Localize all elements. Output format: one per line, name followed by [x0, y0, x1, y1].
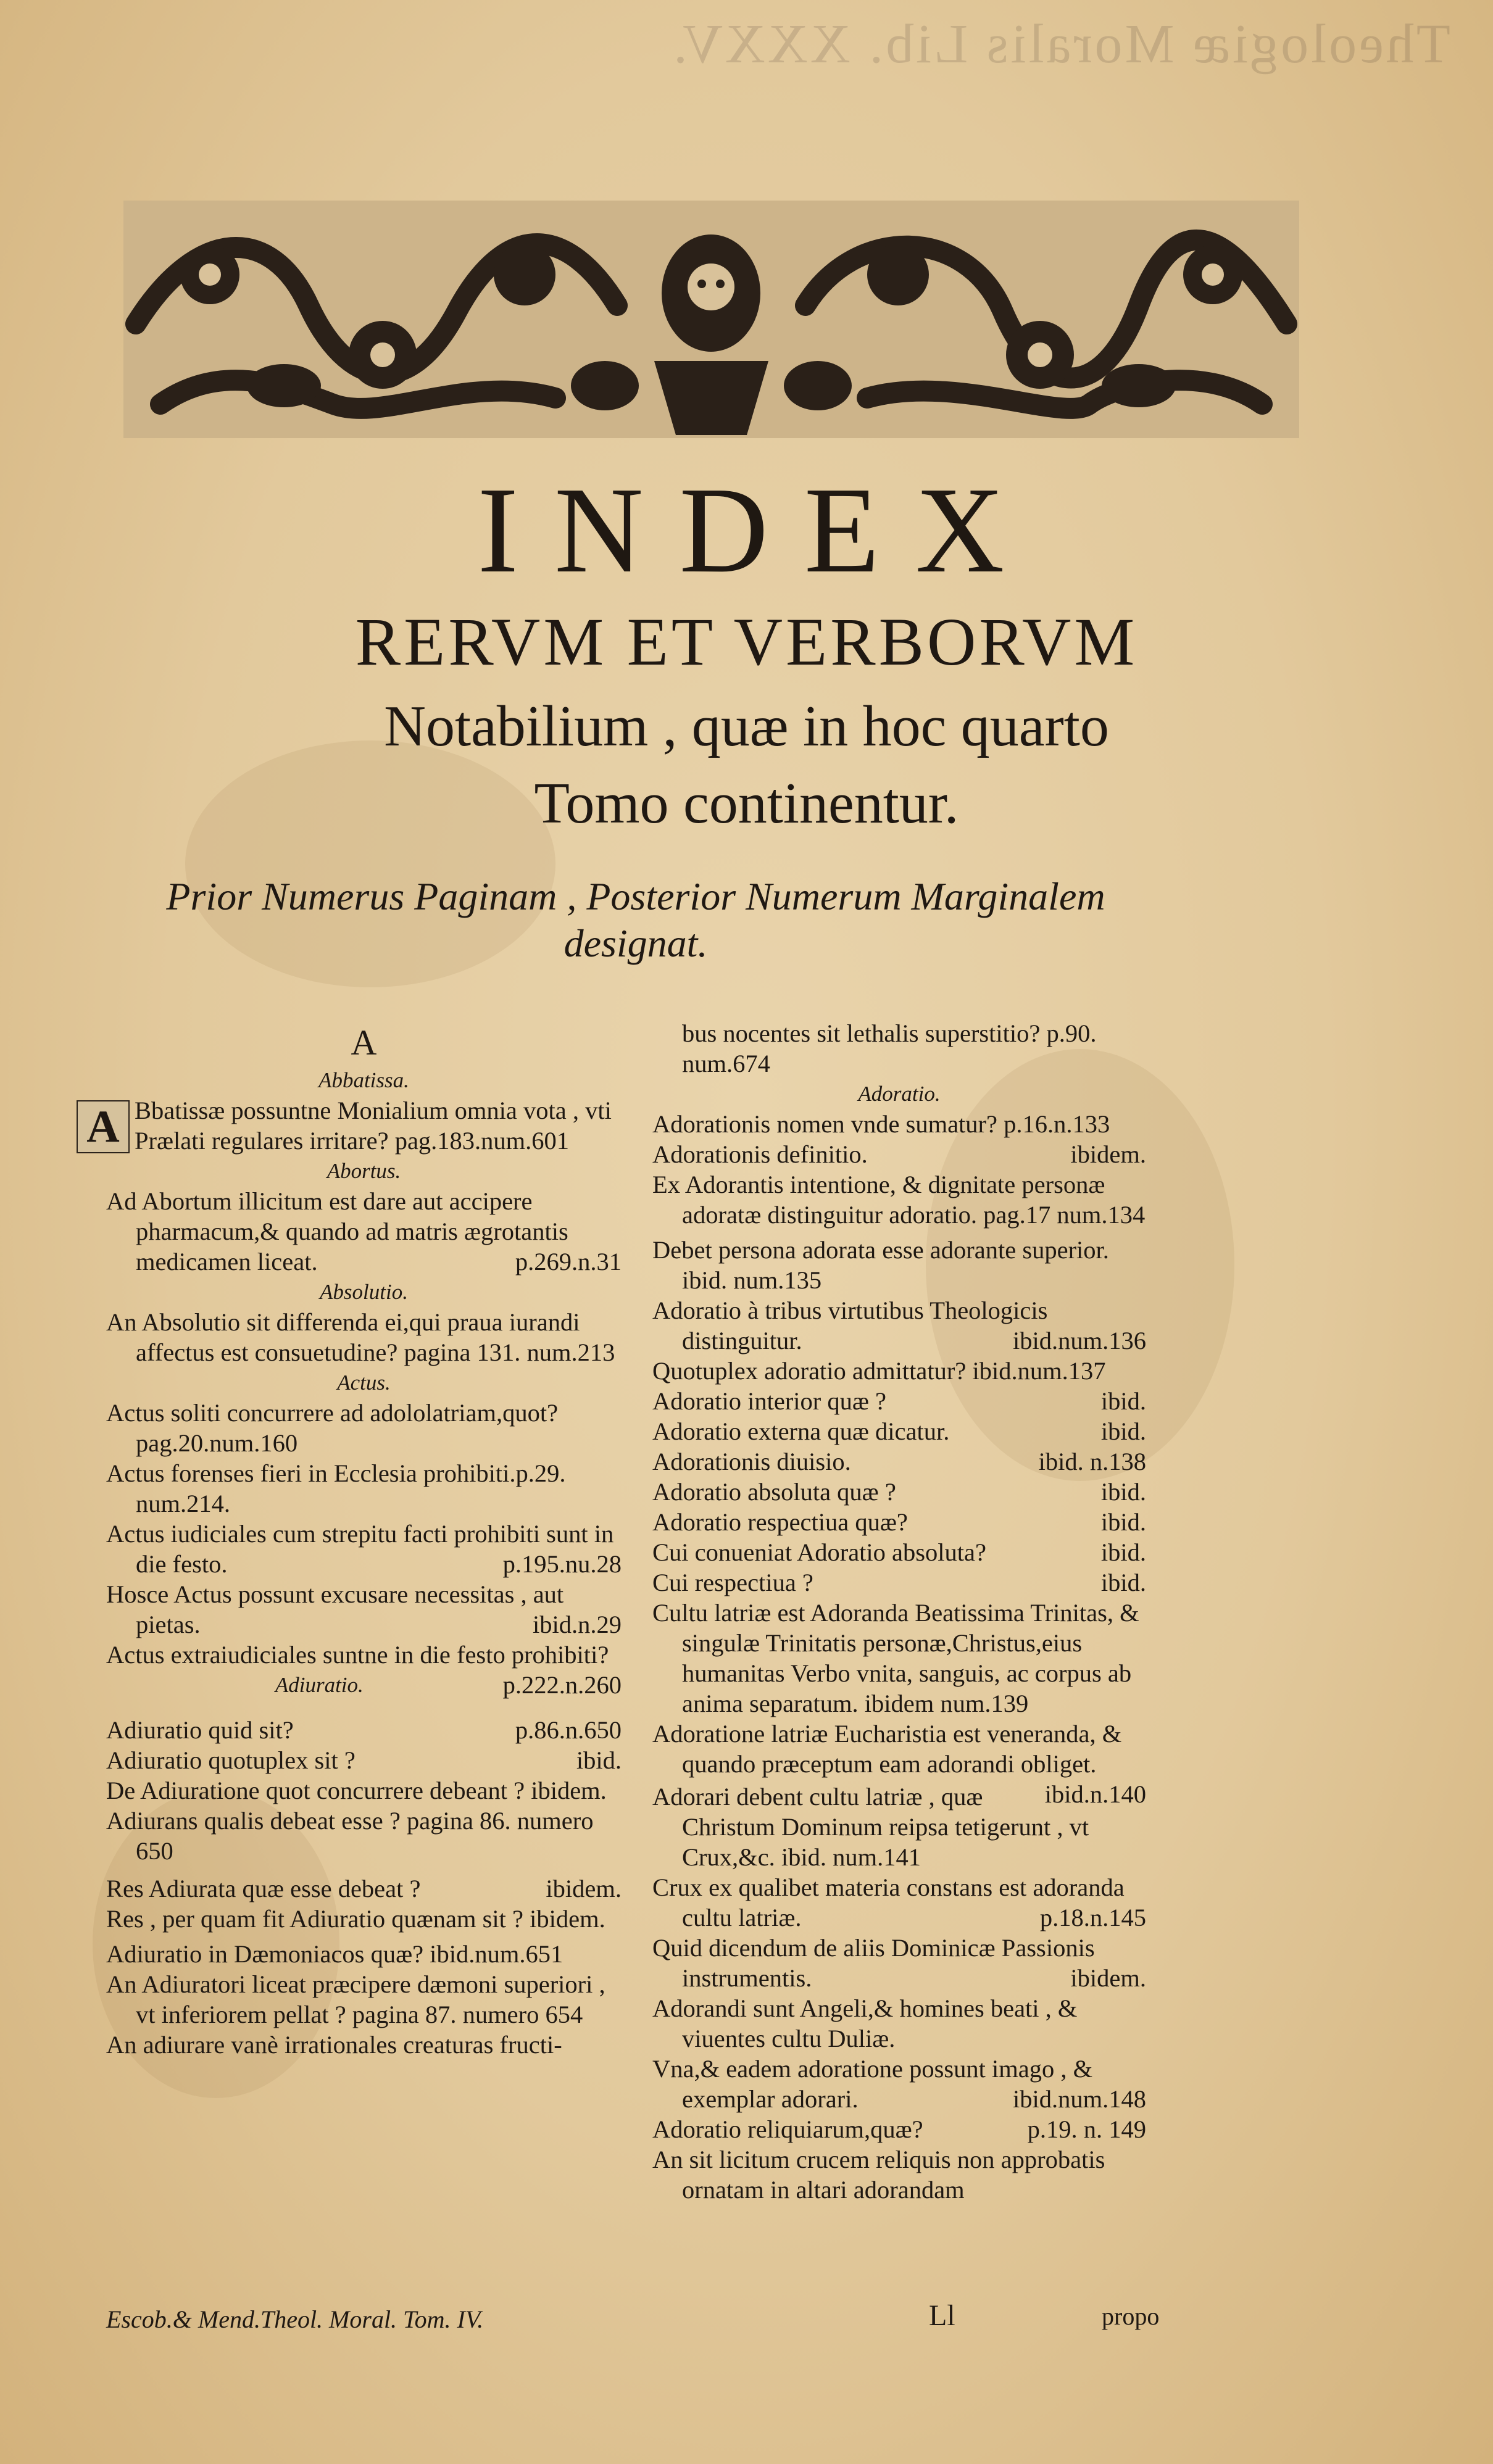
index-entry: An Absolutio sit differenda ei,qui praua iurandi affectus est consuetudine? pagina 131. num.213 [106, 1308, 615, 1366]
entry-text: Actus extraiudiciales suntne in die festo prohibiti? [106, 1641, 609, 1669]
entry-text: Adoratio absoluta quæ ? [652, 1478, 896, 1506]
subtitle-line2: Tomo continentur. [534, 771, 959, 836]
entry-text: Adoratio interior quæ ? [652, 1387, 887, 1415]
index-entry [652, 1872, 1146, 1933]
index-entry: Adorandi sunt Angeli,& homines beati , & viuentes cultu Duliæ. [652, 1994, 1078, 2052]
entry-text: Adoratio reliquiarum,quæ? [652, 2115, 923, 2143]
entry-ref: ibid. [1100, 1387, 1146, 1415]
entry-text: Adiuratio quid sit? [106, 1716, 294, 1744]
index-entry: Adorationis nomen vnde sumatur? p.16.n.133 [652, 1110, 1110, 1138]
entry-ref: ibid. [1100, 1538, 1146, 1566]
index-entry [652, 1386, 1146, 1416]
index-column-left [86, 1018, 622, 2060]
index-column-right [652, 1018, 1146, 2205]
index-entry [652, 2054, 1146, 2114]
decorated-initial: A [77, 1100, 130, 1153]
index-entry [652, 1567, 1146, 1598]
entry-ref: p.222.n.260 [502, 1671, 622, 1699]
entry-ref: ibid. [576, 1746, 622, 1774]
index-entry: Adiuratio in Dæmoniacos quæ? ibid.num.651 [106, 1940, 564, 1968]
index-entry: Res , per quam fit Adiuratio quænam sit ? ibidem. [106, 1905, 605, 1933]
index-entry [652, 1477, 1146, 1507]
entry-text: Quid dicendum de aliis Dominicæ Passionis instrumentis. [652, 1934, 1095, 1992]
entry-ref: ibidem. [1070, 1964, 1146, 1992]
entry-ref: ibidem. [1070, 1140, 1146, 1168]
entry-ref: p.195.nu.28 [502, 1550, 622, 1578]
index-entry [106, 1873, 622, 1904]
entry-text: Adorationis diuisio. [652, 1448, 851, 1475]
index-entry: De Adiuratione quot concurrere debeant ? ibidem. [106, 1777, 607, 1804]
entry-text: Crux ex qualibet materia constans est adoranda cultu latriæ. [652, 1873, 1125, 1931]
entry-text: Adoratio externa quæ dicatur. [652, 1417, 950, 1445]
entry-heading: Abbatissa. [318, 1068, 409, 1092]
entry-ref: p.19. n. 149 [1027, 2115, 1146, 2143]
index-entry [106, 1715, 622, 1745]
index-entry [652, 2114, 1146, 2144]
entry-text: Vna,& eadem adoratione possunt imago , & exemplar adorari. [652, 2055, 1093, 2113]
entry-ref: ibid. [1100, 1569, 1146, 1596]
index-entry [652, 1446, 1146, 1477]
entry-text: Cui respectiua ? [652, 1569, 813, 1596]
entry-text: Actus iudiciales cum strepitu facti prohibiti sunt in die festo. [106, 1520, 614, 1578]
ornamental-headpiece [123, 201, 1299, 438]
index-entry: Ex Adorantis intentione, & dignitate personæ adoratæ distinguitur adoratio. pag.17 num.134 [652, 1171, 1146, 1229]
entry-text: Ad Abortum illicitum est dare aut accipere pharmacum,& quando ad matris ægrotantis medicamen liceat. [106, 1187, 568, 1276]
index-entry: Quotuplex adoratio admittatur? ibid.num.137 [652, 1357, 1106, 1385]
index-title: INDEX [477, 462, 1041, 599]
index-entry [106, 1186, 622, 1277]
index-entry [652, 1139, 1146, 1169]
entry-heading: Actus. [337, 1371, 391, 1395]
entry-ref: ibid.num.148 [1012, 2085, 1146, 2113]
entry-ref: p.269.n.31 [515, 1248, 622, 1276]
index-entry [652, 1416, 1146, 1446]
index-entry: Debet persona adorata esse adorante superior. ibid. num.135 [652, 1236, 1109, 1294]
entry-ref: ibid. [1100, 1417, 1146, 1445]
signature-mark: Ll [929, 2299, 955, 2332]
entry-heading: Absolutio. [320, 1280, 408, 1304]
section-letter: A [351, 1023, 377, 1063]
entry-text: Res Adiurata quæ esse debeat ? [106, 1875, 421, 1902]
index-entry [652, 1295, 1146, 1356]
index-entry [86, 1095, 622, 1156]
index-entry-continued: bus nocentes sit lethalis superstitio? p.90. num.674 [682, 1019, 1097, 1077]
entry-ref: p.18.n.145 [1039, 1904, 1146, 1931]
index-entry [106, 1745, 622, 1775]
index-entry: An Adiuratori liceat præcipere dæmoni superiori , vt inferiorem pellat ? pagina 87. numero 654 [106, 1970, 605, 2028]
numbering-note: Prior Numerus Paginam , Posterior Numerum Marginalem designat. [166, 874, 1105, 965]
index-entry: Cultu latriæ est Adoranda Beatissima Trinitas, & singulæ Trinitatis personæ,Christus,eius humanitas Verbo vnita, sanguis, ac corpus ab anima separatum. ibidem num.139 [652, 1599, 1139, 1717]
entry-text: Bbatissæ possuntne Monialium omnia vota , vti Prælati regulares irritare? pag.183.num.601 [135, 1097, 612, 1155]
entry-text: Adiuratio quotuplex sit ? [106, 1746, 356, 1774]
subtitle-rerum: RERVM ET VERBORVM [355, 604, 1138, 679]
index-entry [106, 1579, 622, 1640]
entry-text: Adoratione latriæ Eucharistia est veneranda, & quando præceptum eam adorandi obliget. [652, 1720, 1122, 1778]
entry-text: Adorationis definitio. [652, 1140, 868, 1168]
index-entry: An adiurare vanè irrationales creaturas fructi- [106, 2031, 562, 2059]
entry-ref: ibid. [1100, 1508, 1146, 1536]
index-entry [652, 1537, 1146, 1567]
entry-ref: ibidem. [546, 1875, 622, 1902]
subtitle-line1: Notabilium , quæ in hoc quarto [384, 694, 1109, 758]
entry-ref: ibid.n.140 [1044, 1780, 1146, 1808]
index-entry [652, 1719, 1146, 1808]
entry-ref: ibid. n.138 [1038, 1448, 1146, 1475]
index-entry: Adiurans qualis debeat esse ? pagina 86. numero 650 [106, 1807, 594, 1865]
index-entry [652, 1507, 1146, 1537]
index-entry: Actus soliti concurrere ad adololatriam,quot? pag.20.num.160 [106, 1399, 559, 1457]
entry-ref: ibid.num.136 [1012, 1327, 1146, 1354]
entry-text: Hosce Actus possunt excusare necessitas , aut pietas. [106, 1580, 564, 1638]
entry-text: Adoratio respectiua quæ? [652, 1508, 908, 1536]
footer-author: Escob.& Mend.Theol. Moral. Tom. IV. [106, 2305, 484, 2333]
entry-ref: ibid. [1100, 1478, 1146, 1506]
catchword: propo [1102, 2302, 1160, 2330]
index-entry: An sit licitum crucem reliquis non approbatis ornatam in altari adorandam [652, 2146, 1105, 2204]
bleed-through-text: Theologiæ Moralis Lib. XXXV. [671, 14, 1450, 75]
entry-text: Adoratio à tribus virtutibus Theologicis distinguitur. [652, 1296, 1048, 1354]
index-entry [106, 1519, 622, 1579]
entry-ref: ibid.n.29 [532, 1611, 622, 1638]
entry-heading: Adoratio. [858, 1082, 941, 1106]
index-entry: Adorari debent cultu latriæ , quæ Christum Dominum reipsa tetigerunt , vt Crux,&c. ibid. num.141 [652, 1783, 1089, 1871]
entry-text: Cui conueniat Adoratio absoluta? [652, 1538, 986, 1566]
index-entry [652, 1933, 1146, 1993]
entry-heading: Adiuratio. [275, 1673, 364, 1697]
entry-ref: p.86.n.650 [515, 1716, 622, 1744]
index-entry: Actus forenses fieri in Ecclesia prohibiti.p.29. num.214. [106, 1459, 566, 1517]
entry-heading: Abortus. [326, 1159, 401, 1183]
